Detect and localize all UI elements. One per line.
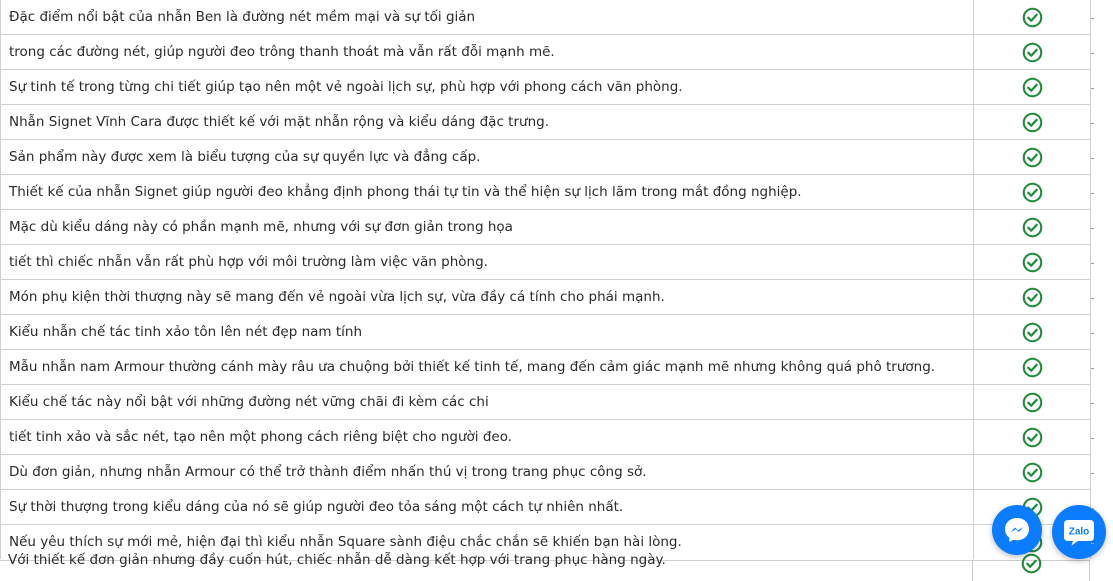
table-row xyxy=(1,0,1091,34)
messenger-icon xyxy=(992,505,1042,555)
check-circle-icon xyxy=(1022,77,1043,98)
table-row xyxy=(1,104,1091,139)
check-circle-icon xyxy=(1022,462,1043,483)
check-cell xyxy=(974,105,1091,139)
row-text: Mẫu nhẫn nam Armour thường cánh mày râu ưa chuộng bởi thiết kế tinh tế, mang đến cảm giác mạnh mẽ nhưng không quá phô trương. xyxy=(1,350,974,384)
row-text: tiết tinh xảo và sắc nét, tạo nên một phong cách riêng biệt cho người đeo. xyxy=(1,420,974,454)
row-text: Nhẫn Signet Vĩnh Cara được thiết kế với mặt nhẫn rộng và kiểu dáng đặc trưng. xyxy=(1,105,974,139)
check-circle-icon xyxy=(1022,252,1043,273)
check-cell xyxy=(974,245,1091,279)
check-circle-icon xyxy=(1022,147,1043,168)
row-text: trong các đường nét, giúp người đeo trông thanh thoát mà vẫn rất đỗi mạnh mẽ. xyxy=(1,35,974,69)
table-row xyxy=(1,244,1091,279)
row-text xyxy=(0,552,973,581)
edge-mark xyxy=(1091,543,1094,544)
row-text: Kiểu nhẫn chế tác tinh xảo tôn lên nét đẹp nam tính xyxy=(1,315,974,349)
edge-mark xyxy=(1091,298,1094,299)
row-text: Sự thời thượng trong kiểu dáng của nó sẽ giúp người đeo tỏa sáng một cách tự nhiên nhất. xyxy=(1,490,974,524)
row-text: Dù đơn giản, nhưng nhẫn Armour có thể trở thành điểm nhấn thú vị trong trang phục công sở. xyxy=(1,455,974,489)
check-cell xyxy=(973,561,1090,581)
check-cell xyxy=(974,280,1091,314)
edge-mark xyxy=(1091,508,1094,509)
check-circle-icon xyxy=(1022,357,1043,378)
table-row xyxy=(1,209,1091,244)
check-cell xyxy=(974,420,1091,454)
edge-mark xyxy=(1091,368,1094,369)
check-circle-icon xyxy=(1022,112,1043,133)
table-row xyxy=(1,384,1091,419)
check-circle-icon xyxy=(1022,287,1043,308)
row-text: Mặc dù kiểu dáng này có phần mạnh mẽ, nhưng với sự đơn giản trong họa xyxy=(1,210,974,244)
table-row xyxy=(1,139,1091,174)
row-text: Sự tinh tế trong từng chi tiết giúp tạo nên một vẻ ngoài lịch sự, phù hợp với phong cách văn phòng. xyxy=(1,70,974,104)
check-cell xyxy=(974,315,1091,349)
table-row xyxy=(1,279,1091,314)
check-circle-icon xyxy=(1022,322,1043,343)
check-cell xyxy=(974,175,1091,209)
table-row xyxy=(1,174,1091,209)
row-text: Món phụ kiện thời thượng này sẽ mang đến vẻ ngoài vừa lịch sự, vừa đầy cá tính cho phái mạnh. xyxy=(1,280,974,314)
table-row xyxy=(1,69,1091,104)
edge-mark xyxy=(1091,193,1094,194)
check-circle-icon xyxy=(1022,392,1043,413)
check-cell xyxy=(974,0,1091,34)
edge-mark xyxy=(1091,158,1094,159)
table-row xyxy=(1,349,1091,384)
check-cell xyxy=(974,35,1091,69)
check-circle-icon xyxy=(1022,42,1043,63)
zalo-label: Zalo xyxy=(1068,526,1090,538)
edge-mark xyxy=(1091,18,1094,19)
row-text: Kiểu chế tác này nổi bật với những đường nét vững chãi đi kèm các chi xyxy=(1,385,974,419)
edge-mark xyxy=(1091,263,1094,264)
edge-mark xyxy=(1091,473,1094,474)
edge-mark xyxy=(1091,53,1094,54)
check-circle-icon xyxy=(1022,182,1043,203)
messenger-button[interactable] xyxy=(992,505,1042,555)
check-circle-icon xyxy=(1021,553,1042,574)
table-row xyxy=(1,419,1091,454)
check-cell xyxy=(974,455,1091,489)
row-text: Nếu yêu thích sự mới mẻ, hiện đại thì kiểu nhẫn Square sành điệu chắc chắn sẽ khiến bạn hài lòng. xyxy=(1,525,974,559)
row-text-value: Với thiết kế đơn giản nhưng đầy cuốn hút, chiếc nhẫn dễ dàng kết hợp với trang phục hàng ngày. xyxy=(8,552,666,568)
zalo-icon xyxy=(1052,505,1106,559)
check-cell xyxy=(974,385,1091,419)
check-cell xyxy=(974,350,1091,384)
table-row xyxy=(1,489,1091,524)
edge-mark xyxy=(1091,403,1094,404)
row-text: tiết thì chiếc nhẫn vẫn rất phù hợp với môi trường làm việc văn phòng. xyxy=(1,245,974,279)
edge-mark xyxy=(1091,88,1094,89)
edge-mark xyxy=(1091,438,1094,439)
check-circle-icon xyxy=(1022,427,1043,448)
edge-mark xyxy=(1091,333,1094,334)
row-text: Sản phẩm này được xem là biểu tượng của sự quyền lực và đẳng cấp. xyxy=(1,140,974,174)
check-cell xyxy=(974,210,1091,244)
check-circle-icon xyxy=(1022,217,1043,238)
table-row xyxy=(1,314,1091,349)
row-text: Thiết kế của nhẫn Signet giúp người đeo khẳng định phong thái tự tin và thể hiện sự lịch lãm trong mắt đồng nghiệp. xyxy=(1,175,974,209)
check-cell xyxy=(974,140,1091,174)
row-text: Đặc điểm nổi bật của nhẫn Ben là đường nét mềm mại và sự tối giản xyxy=(1,0,974,34)
table-row xyxy=(1,454,1091,489)
table-row xyxy=(1,34,1091,69)
table-row-partial xyxy=(0,552,1090,581)
check-circle-icon xyxy=(1022,7,1043,28)
zalo-button[interactable] xyxy=(1052,505,1106,559)
edge-mark xyxy=(1091,123,1094,124)
edge-mark xyxy=(1091,228,1094,229)
check-cell xyxy=(974,70,1091,104)
